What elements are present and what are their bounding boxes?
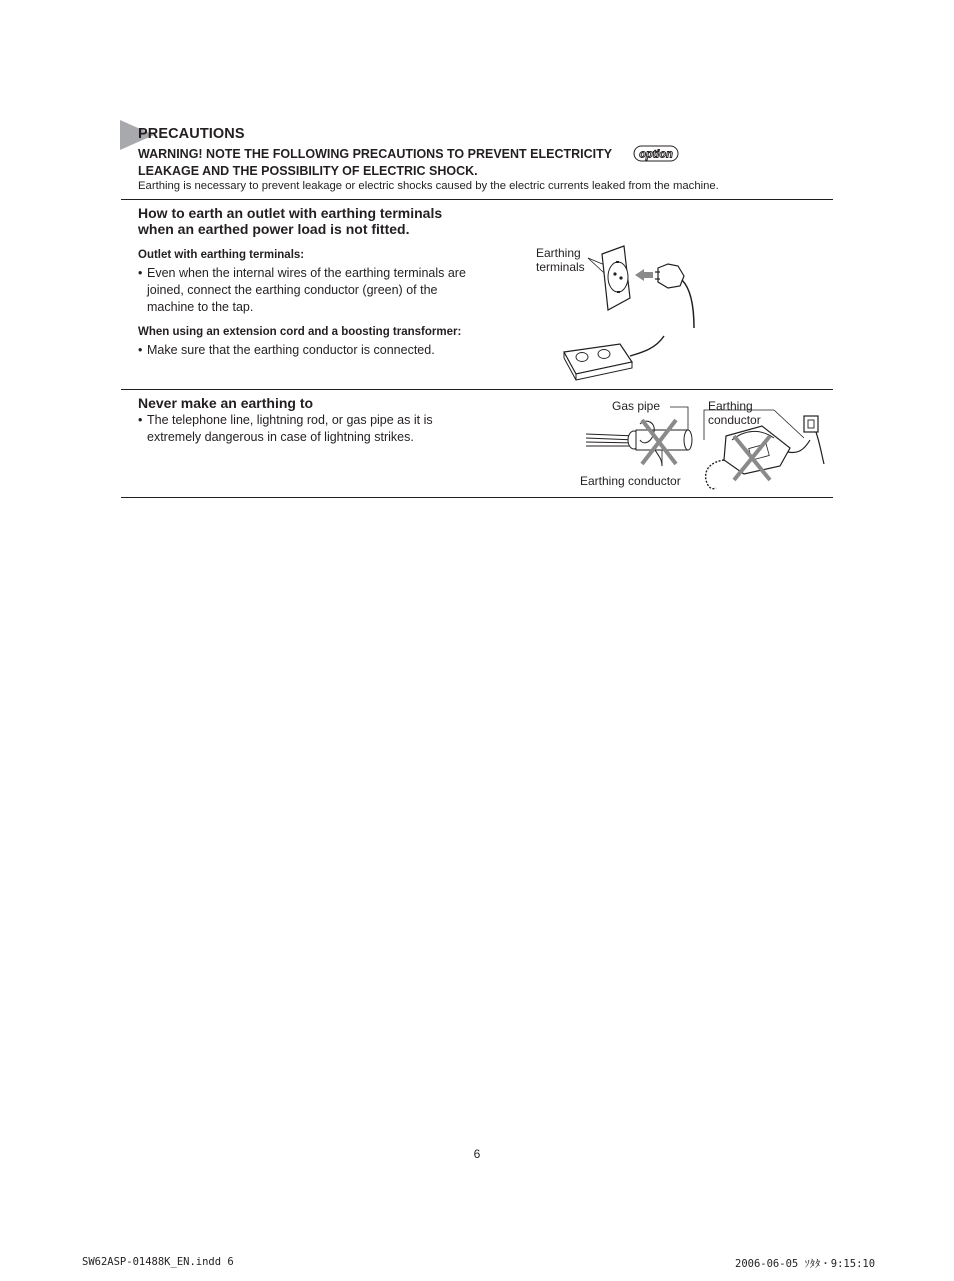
section-title-line-2: when an earthed power load is not fitted. bbox=[138, 221, 410, 237]
bullet-text-line-2: extremely dangerous in case of lightning strikes. bbox=[147, 430, 414, 444]
option-badge-label: option bbox=[639, 148, 673, 161]
warning-line-2: LEAKAGE AND THE POSSIBILITY OF ELECTRIC SHOCK. bbox=[138, 164, 478, 178]
bullet-dot: • bbox=[138, 413, 143, 427]
warning-line-1: WARNING! NOTE THE FOLLOWING PRECAUTIONS TO PREVENT ELECTRICITY bbox=[138, 147, 613, 161]
figure-label-gas-pipe: Gas pipe bbox=[612, 399, 661, 413]
bullet-extension-cord bbox=[138, 342, 435, 359]
figure-label-line-1: Earthing bbox=[708, 399, 753, 413]
gas-pipe-telephone-illustration bbox=[584, 400, 830, 494]
option-badge bbox=[633, 145, 679, 162]
intro-note: Earthing is necessary to prevent leakage or electric shocks caused by the electric currents leaked from the machine. bbox=[138, 180, 719, 192]
section-title-outlet bbox=[138, 205, 442, 237]
figure-label-line-2: terminals bbox=[536, 260, 585, 274]
figure-label-line-1: Earthing bbox=[536, 246, 581, 260]
divider bbox=[121, 389, 833, 390]
bullet-dot: • bbox=[138, 343, 143, 357]
subheading-outlet-terminals: Outlet with earthing terminals: bbox=[138, 249, 305, 261]
bullet-outlet-terminals bbox=[138, 265, 466, 316]
page-number: 6 bbox=[473, 1147, 481, 1161]
bullet-text-line-1: The telephone line, lightning rod, or gas pipe as it is bbox=[147, 413, 433, 427]
section-title-line-1: How to earth an outlet with earthing terminals bbox=[138, 205, 443, 221]
divider bbox=[121, 497, 833, 498]
divider bbox=[121, 199, 833, 200]
bullet-text-line-1: Even when the internal wires of the earthing terminals are bbox=[147, 266, 466, 280]
page-title: PRECAUTIONS bbox=[138, 126, 245, 142]
bullet-never-earthing bbox=[138, 412, 433, 446]
outlet-plug-illustration bbox=[560, 240, 710, 385]
section-title-never: Never make an earthing to bbox=[138, 395, 314, 411]
warning-text bbox=[138, 146, 612, 180]
subheading-extension-cord: When using an extension cord and a boosting transformer: bbox=[138, 326, 462, 338]
figure-label-line-2: conductor bbox=[708, 413, 761, 427]
bullet-text-line-2: joined, connect the earthing conductor (green) of the bbox=[147, 283, 438, 297]
footer-timestamp: 2006-06-05 ｿﾀﾀ・9:15:10 bbox=[735, 1258, 876, 1270]
bullet-text-line-3: machine to the tap. bbox=[147, 300, 254, 314]
footer-file-info: SW62ASP-01488K_EN.indd 6 bbox=[82, 1256, 234, 1268]
figure-label-earthing-conductor-bottom: Earthing conductor bbox=[580, 474, 681, 488]
bullet-text: Make sure that the earthing conductor is connected. bbox=[147, 343, 435, 357]
bullet-dot: • bbox=[138, 266, 143, 280]
